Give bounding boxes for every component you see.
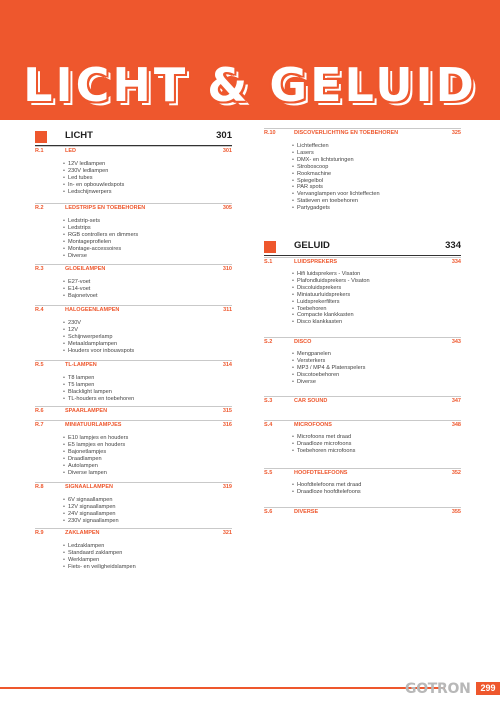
- section-header-r9[interactable]: [35, 528, 232, 538]
- list-item: • Metaaldamplampen: [63, 341, 233, 348]
- category-title: GELUID: [294, 240, 330, 251]
- list-item: • Diverse lampen: [63, 470, 233, 477]
- list-item: • Versterkers: [292, 358, 462, 365]
- category-square-icon: [264, 241, 276, 253]
- list-item: • Autolampen: [63, 463, 233, 470]
- page-number: 299: [476, 682, 500, 695]
- list-item: • Discoluidsprekers: [292, 285, 462, 292]
- section-page: 301: [222, 148, 232, 154]
- section-header-r4[interactable]: [35, 305, 232, 315]
- list-item: • Miniatuurluidsprekers: [292, 292, 462, 299]
- divider: [35, 305, 232, 306]
- list-item: • Ledzaklampen: [63, 543, 233, 550]
- list-item: • Montage-accessoires: [63, 246, 233, 253]
- section-title: CAR SOUND: [294, 398, 328, 404]
- section-page: 305: [222, 205, 232, 211]
- divider: [264, 255, 461, 256]
- section-item-list: [63, 543, 233, 571]
- section-page: 352: [451, 470, 461, 476]
- section-code: S.2: [264, 339, 273, 345]
- list-item: • Draadloze hoofdtelefoons: [292, 489, 462, 496]
- section-header-r6[interactable]: [35, 406, 232, 416]
- list-item: • Draadlampen: [63, 456, 233, 463]
- section-code: R.1: [35, 148, 44, 154]
- category-title: LICHT: [65, 130, 93, 141]
- list-item: • DMX- en lichtsturingen: [292, 157, 462, 164]
- section-page: 343: [451, 339, 461, 345]
- section-page: 319: [222, 484, 232, 490]
- list-item: • Ledschijnwerpers: [63, 189, 233, 196]
- section-item-list: [63, 161, 233, 196]
- divider: [35, 420, 232, 421]
- list-item: • Bajonetvoet: [63, 293, 233, 300]
- list-item: • Disco klankkasten: [292, 319, 462, 326]
- section-code: R.9: [35, 530, 44, 536]
- list-item: • 24V signaallampen: [63, 511, 233, 518]
- list-item: • 12V: [63, 327, 233, 334]
- section-code: R.6: [35, 408, 44, 414]
- list-item: • E14-voet: [63, 286, 233, 293]
- list-item: • Plafondluidsprekers - Visaton: [292, 278, 462, 285]
- list-item: • Toebehoren: [292, 306, 462, 313]
- section-code: S.3: [264, 398, 273, 404]
- section-code: S.5: [264, 470, 273, 476]
- section-title: ZAKLAMPEN: [65, 530, 100, 536]
- list-item: • Mengpanelen: [292, 351, 462, 358]
- list-item: • Luidsprekerfilters: [292, 299, 462, 306]
- category-square-icon: [35, 131, 47, 143]
- list-item: • E27-voet: [63, 279, 233, 286]
- divider: [35, 360, 232, 361]
- list-item: • T5 lampen: [63, 382, 233, 389]
- list-item: • Schijnwerperlamp: [63, 334, 233, 341]
- section-item-list: [292, 143, 462, 212]
- section-page: 348: [451, 422, 461, 428]
- section-header-s6[interactable]: [264, 507, 461, 517]
- section-item-list: [63, 375, 233, 403]
- divider: [35, 146, 232, 147]
- list-item: • 230V: [63, 320, 233, 327]
- divider: [264, 468, 461, 469]
- list-item: • 12V ledlampen: [63, 161, 233, 168]
- section-item-list: [292, 434, 462, 455]
- section-code: S.1: [264, 259, 273, 265]
- list-item: • T8 lampen: [63, 375, 233, 382]
- section-page: 315: [222, 408, 232, 414]
- divider: [264, 337, 461, 338]
- section-code: R.7: [35, 422, 44, 428]
- list-item: • Discotoebehoren: [292, 372, 462, 379]
- section-header-r7[interactable]: [35, 420, 232, 430]
- section-page: 334: [451, 259, 461, 265]
- list-item: • E5 lampjes en houders: [63, 442, 233, 449]
- list-item: • Hoofdtelefoons met draad: [292, 482, 462, 489]
- list-item: • E10 lampjes en houders: [63, 435, 233, 442]
- list-item: • Lasers: [292, 150, 462, 157]
- section-page: 347: [451, 398, 461, 404]
- list-item: • Led tubes: [63, 175, 233, 182]
- section-item-list: [63, 279, 233, 300]
- list-item: • Diverse: [292, 379, 462, 386]
- list-item: • 12V signaallampen: [63, 504, 233, 511]
- list-item: • 230V ledlampen: [63, 168, 233, 175]
- section-header-s1[interactable]: [264, 257, 461, 267]
- list-item: • In- en opbouwledspots: [63, 182, 233, 189]
- section-page: 311: [223, 307, 232, 313]
- list-item: • TL-houders en toebehoren: [63, 396, 233, 403]
- list-item: • Rookmachine: [292, 171, 462, 178]
- section-item-list: [63, 435, 233, 476]
- section-title: HALOGEENLAMPEN: [65, 307, 120, 313]
- section-page: 355: [451, 509, 461, 515]
- section-item-list: [63, 497, 233, 525]
- section-item-list: [292, 351, 462, 386]
- list-item: • Bajonetlampjes: [63, 449, 233, 456]
- list-item: • Spiegelbol: [292, 178, 462, 185]
- list-item: • Hifi luidsprekers - Visaton: [292, 271, 462, 278]
- list-item: • Partygadgets: [292, 205, 462, 212]
- section-title: HOOFDTELEFOONS: [294, 470, 348, 476]
- section-code: S.6: [264, 509, 273, 515]
- section-item-list: [292, 271, 462, 326]
- section-code: R.5: [35, 362, 44, 368]
- list-item: • Compacte klankkasten: [292, 312, 462, 319]
- list-item: • Houders voor inbouwspots: [63, 348, 233, 355]
- page-title: LICHT & GELUID: [23, 58, 477, 112]
- header-banner: [0, 0, 500, 120]
- list-item: • Stroboscoop: [292, 164, 462, 171]
- section-page: 325: [451, 130, 461, 136]
- divider: [35, 264, 232, 265]
- list-item: • Ledstrip-sets: [63, 218, 233, 225]
- section-item-list: [292, 482, 462, 496]
- section-code: R.4: [35, 307, 44, 313]
- section-code: R.3: [35, 266, 44, 272]
- section-code: R.10: [264, 130, 276, 136]
- category-header-geluid[interactable]: [264, 240, 461, 254]
- divider: [35, 528, 232, 529]
- section-header-s4[interactable]: [264, 420, 461, 430]
- list-item: • Microfoons met draad: [292, 434, 462, 441]
- section-page: 310: [222, 266, 232, 272]
- list-item: • Vervanglampen voor lichteffecten: [292, 191, 462, 198]
- section-header-r8[interactable]: [35, 482, 232, 492]
- section-page: 321: [222, 530, 232, 536]
- section-header-s2[interactable]: [264, 337, 461, 347]
- list-item: • Fiets- en veiligheidslampen: [63, 564, 233, 571]
- section-page: 316: [222, 422, 232, 428]
- brand-logo: GOTRON: [405, 681, 471, 697]
- footer-rule: [0, 687, 445, 689]
- list-item: • Statieven en toebehoren: [292, 198, 462, 205]
- category-page: 334: [445, 240, 461, 251]
- section-header-r2[interactable]: [35, 203, 232, 213]
- list-item: • 6V signaallampen: [63, 497, 233, 504]
- section-header-s5[interactable]: [264, 468, 461, 478]
- section-header-s3[interactable]: [264, 396, 461, 406]
- section-title: LED: [65, 148, 76, 154]
- divider: [264, 420, 461, 421]
- section-title: MICROFOONS: [294, 422, 332, 428]
- divider: [264, 396, 461, 397]
- list-item: • Werklampen: [63, 557, 233, 564]
- category-page: 301: [216, 130, 232, 141]
- section-title: GLOEILAMPEN: [65, 266, 106, 272]
- section-code: S.4: [264, 422, 273, 428]
- section-title: TL-LAMPEN: [65, 362, 97, 368]
- section-item-list: [63, 320, 233, 355]
- list-item: • Ledstrips: [63, 225, 233, 232]
- divider: [35, 482, 232, 483]
- list-item: • 230V signaallampen: [63, 518, 233, 525]
- list-item: • Draadloze microfoons: [292, 441, 462, 448]
- section-header-r5[interactable]: [35, 360, 232, 370]
- section-code: R.8: [35, 484, 44, 490]
- section-title: DISCOVERLICHTING EN TOEBEHOREN: [294, 130, 399, 136]
- list-item: • Lichteffecten: [292, 143, 462, 150]
- list-item: • Toebehoren microfoons: [292, 448, 462, 455]
- category-header-licht[interactable]: [35, 130, 232, 144]
- list-item: • Standaard zaklampen: [63, 550, 233, 557]
- divider: [264, 507, 461, 508]
- section-header-r10[interactable]: [264, 128, 461, 138]
- section-title: LEDSTRIPS EN TOEBEHOREN: [65, 205, 146, 211]
- list-item: • RGB controllers en dimmers: [63, 232, 233, 239]
- list-item: • Diverse: [63, 253, 233, 260]
- section-title: SIGNAALLAMPEN: [65, 484, 113, 490]
- section-title: DISCO: [294, 339, 312, 345]
- section-header-r3[interactable]: [35, 264, 232, 274]
- section-title: LUIDSPREKERS: [294, 259, 338, 265]
- section-title: MINIATUURLAMPJES: [65, 422, 122, 428]
- list-item: • MP3 / MP4 & Platenspelers: [292, 365, 462, 372]
- section-title: DIVERSE: [294, 509, 319, 515]
- list-item: • PAR spots: [292, 184, 462, 191]
- list-item: • Blacklight lampen: [63, 389, 233, 396]
- list-item: • Montageprofielen: [63, 239, 233, 246]
- section-header-r1[interactable]: [35, 146, 232, 156]
- divider: [264, 128, 461, 129]
- section-title: SPAARLAMPEN: [65, 408, 108, 414]
- divider: [35, 406, 232, 407]
- section-code: R.2: [35, 205, 44, 211]
- divider: [35, 203, 232, 204]
- section-page: 314: [222, 362, 232, 368]
- section-item-list: [63, 218, 233, 259]
- divider: [264, 257, 461, 258]
